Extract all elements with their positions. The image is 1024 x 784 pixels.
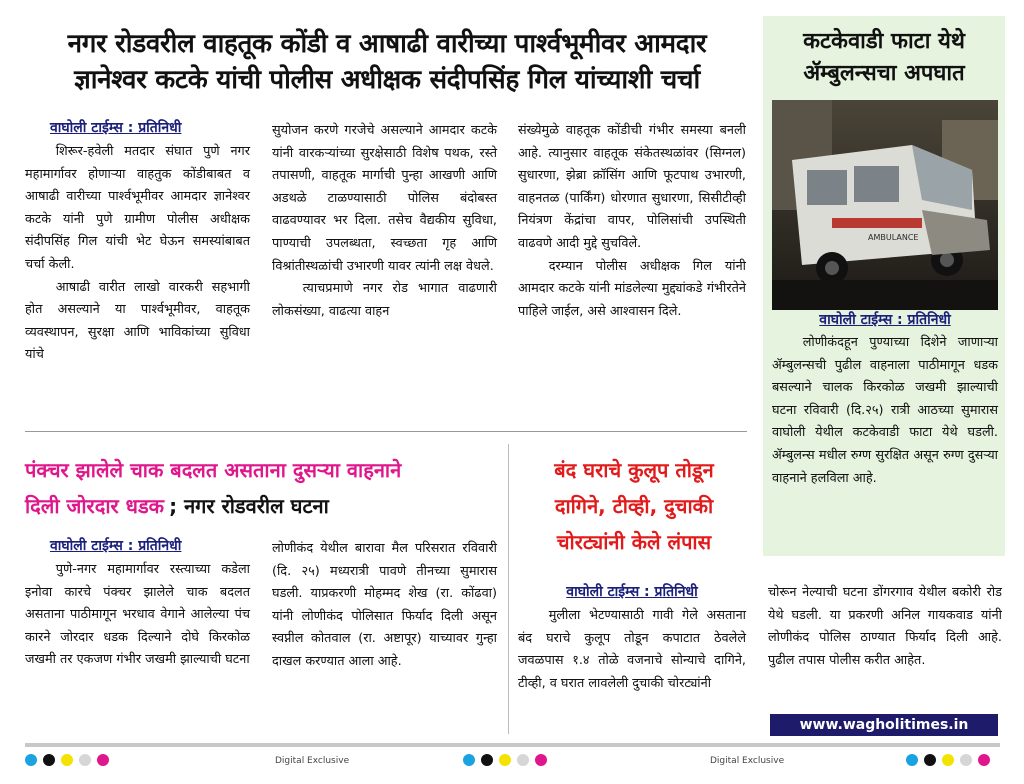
tyre-story-paragraph: पुणे-नगर महामार्गावर रस्त्याच्या कडेला इनोवा कारचे पंक्चर झालेले चाक बदलत असताना पाठीमागून भरधाव वेगाने आलेल्या पंच कारने जोरदार धडक दिल्याने दोघे किरकोळ जखमी तर एकजण गंभीर जखमी झाल्याची घटना (25, 562, 250, 668)
tyre-headline-black: ; नगर रोडवरील घटना (169, 494, 329, 518)
tyre-story-column-1 (25, 538, 250, 672)
yellow-dot (499, 754, 511, 766)
column-rule (508, 444, 509, 734)
black-dot (924, 754, 936, 766)
theft-headline-line3: चोरट्यांनी केले लंपास (556, 530, 712, 554)
tyre-story-column-2 (272, 538, 497, 674)
theft-headline (518, 452, 750, 560)
ambulance-story-box (763, 16, 1005, 556)
gray-dot (79, 754, 91, 766)
yellow-dot (61, 754, 73, 766)
main-story-column-2 (272, 120, 497, 323)
ambulance-byline: वाघोली टाईम्स : प्रतिनिधी (819, 312, 951, 328)
color-registration-marks-left (25, 754, 109, 766)
cyan-dot (463, 754, 475, 766)
tyre-headline (25, 452, 515, 526)
tyre-story-paragraph: लोणीकंद येथील बारावा मैल परिसरात रविवारी (दि. २५) मध्यरात्री पावणे तीनच्या सुमारास घडली. याप्रकरणी मोहम्मद शेख (रा. कोंढवा) यांनी लोणीकंद पोलिसात फिर्याद दिली असून स्वप्नील कोतवाल (रा. अष्टापूर) याच्यावर गुन्हा दाखल करण्यात आला आहे. (272, 541, 497, 669)
color-registration-marks-right (906, 754, 990, 766)
theft-story-column-2 (768, 582, 1002, 672)
footer-label-left: Digital Exclusive (275, 756, 350, 766)
main-story-paragraph: आषाढी वारीत लाखो वारकरी सहभागी होत असल्याने या पार्श्वभूमीवर, वाहतूक व्यवस्थापन, सुरक्षा आणि भाविकांच्या सुविधा यांचे (25, 279, 250, 363)
theft-headline-line2: दागिने, टीव्ही, दुचाकी (554, 494, 714, 518)
ambulance-headline-line2: ॲम्बुलन्सचा अपघात (803, 61, 965, 86)
cyan-dot (25, 754, 37, 766)
tyre-headline-pink: दिली जोरदार धडक (25, 494, 165, 518)
tyre-headline-line1: पंक्चर झालेले चाक बदलत असताना दुसऱ्या वाहनाने (25, 458, 402, 482)
cyan-dot (906, 754, 918, 766)
theft-story-paragraph: चोरून नेल्याची घटना डोंगरगाव येथील बकोरी रोड येथे घडली. या प्रकरणी अनिल गायकवाड यांनी लोणीकंद पोलिस ठाण्यात फिर्याद दिली आहे. पुढील तपास पोलीस करीत आहेत. (768, 585, 1002, 668)
magenta-dot (97, 754, 109, 766)
color-registration-marks-center (463, 754, 547, 766)
main-story-paragraph: त्याचप्रमाणे नगर रोड भागात वाढणारी लोकसंख्या, वाढत्या वाहन (272, 281, 497, 319)
magenta-dot (978, 754, 990, 766)
section-divider (25, 431, 747, 432)
main-story-column-3 (518, 120, 746, 323)
main-story-byline: वाघोली टाईम्स : प्रतिनिधी (50, 120, 182, 136)
gray-dot (517, 754, 529, 766)
footer-label-right: Digital Exclusive (710, 756, 785, 766)
main-story-paragraph: सुयोजन करणे गरजेचे असल्याने आमदार कटके यांनी वारकऱ्यांच्या सुरक्षेसाठी विशेष पथक, रस्ते तपासणी, वाहतूक मार्गाची पुन्हा आखणी आणि अडथळे टाळण्यासाठी पोलिस बंदोबस्त वाढवण्यावर भर दिला. तसेच वैद्यकीय सुविधा, पाण्याची उपलब्धता, स्वच्छता गृह आणि विश्रांतीस्थळांची उभारणी यावर त्यांनी लक्ष वेधले. (272, 123, 497, 274)
gray-dot (960, 754, 972, 766)
theft-story-paragraph: मुलीला भेटण्यासाठी गावी गेले असताना बंद घराचे कुलूप तोडून कपाटात ठेवलेले जवळपास १.४ तोळे वजनाचे सोन्याचे दागिने, टीव्ही, व घरात लावलेली दुचाकी चोरट्यांनी (518, 608, 746, 691)
footer-rule (25, 743, 1000, 747)
ambulance-headline-line1: कटकेवाडी फाटा येथे (803, 29, 965, 54)
main-story-paragraph: संख्येमुळे वाहतूक कोंडीची गंभीर समस्या बनली आहे. त्यानुसार वाहतूक संकेतस्थळांवर (सिग्नल) सुधारणा, झेब्रा क्रॉसिंग आणि फूटपाथ उभारणी, वाहनतळ (पार्किंग) धोरणात सुधारणा, सिसीटीव्ही नियंत्रण केंद्रांचा वापर, पोलिसांची उपस्थिती वाढवणे आदी मुद्दे सुचविले. (518, 123, 746, 251)
theft-headline-line1: बंद घराचे कुलूप तोडून (554, 458, 714, 482)
theft-story-column-1 (518, 584, 746, 695)
main-headline-line1: नगर रोडवरील वाहतूक कोंडी व आषाढी वारीच्या पार्श्वभूमीवर आमदार (67, 29, 707, 59)
main-story-paragraph: दरम्यान पोलीस अधीक्षक गिल यांनी आमदार कटके यांनी मांडलेल्या मुद्द्यांकडे गंभीरतेने पाहिले जाईल, असे आश्वासन दिले. (518, 258, 746, 319)
theft-byline: वाघोली टाईम्स : प्रतिनिधी (566, 584, 698, 600)
website-link[interactable]: www.wagholitimes.in (770, 714, 998, 736)
ambulance-accident-photo (772, 100, 998, 310)
svg-text:AMBULANCE: AMBULANCE (868, 233, 919, 242)
ambulance-photo-illustration (772, 100, 998, 310)
ambulance-story-text (772, 312, 998, 490)
tyre-byline: वाघोली टाईम्स : प्रतिनिधी (50, 538, 182, 554)
magenta-dot (535, 754, 547, 766)
ambulance-story-paragraph: लोणीकंदहून पुण्याच्या दिशेने जाणाऱ्या ॲम्बुलन्सची पुढील वाहनाला पाठीमागून धडक बसल्याने चालक किरकोळ जखमी झाल्याची घटना रविवारी (दि.२५) रात्री आठच्या सुमारास वाघोली येथील कटकेवाडी फाटा येथे घडली. ॲम्बुलन्स मधील रुग्ण सुरक्षित असून रुग्ण दुसऱ्या वाहनाने हलविला आहे. (772, 335, 998, 486)
black-dot (43, 754, 55, 766)
yellow-dot (942, 754, 954, 766)
main-story-paragraph: शिरूर-हवेली मतदार संघात पुणे नगर महामार्गावर होणाऱ्या वाहतुक कोंडीबाबत व आषाढी वारीच्या पार्श्वभूमीवर आमदार ज्ञानेश्वर कटके यांनी पुणे ग्रामीण पोलीस अधीक्षक संदीपसिंह गिल यांची भेट घेऊन समस्यांबाबत चर्चा केली. (25, 144, 250, 272)
main-story-column-1 (25, 120, 250, 367)
main-headline-line2: ज्ञानेश्वर कटके यांची पोलीस अधीक्षक संदीपसिंह गिल यांच्याशी चर्चा (74, 65, 700, 95)
black-dot (481, 754, 493, 766)
main-headline (22, 26, 752, 98)
tyre-headline-line2 (25, 488, 515, 526)
